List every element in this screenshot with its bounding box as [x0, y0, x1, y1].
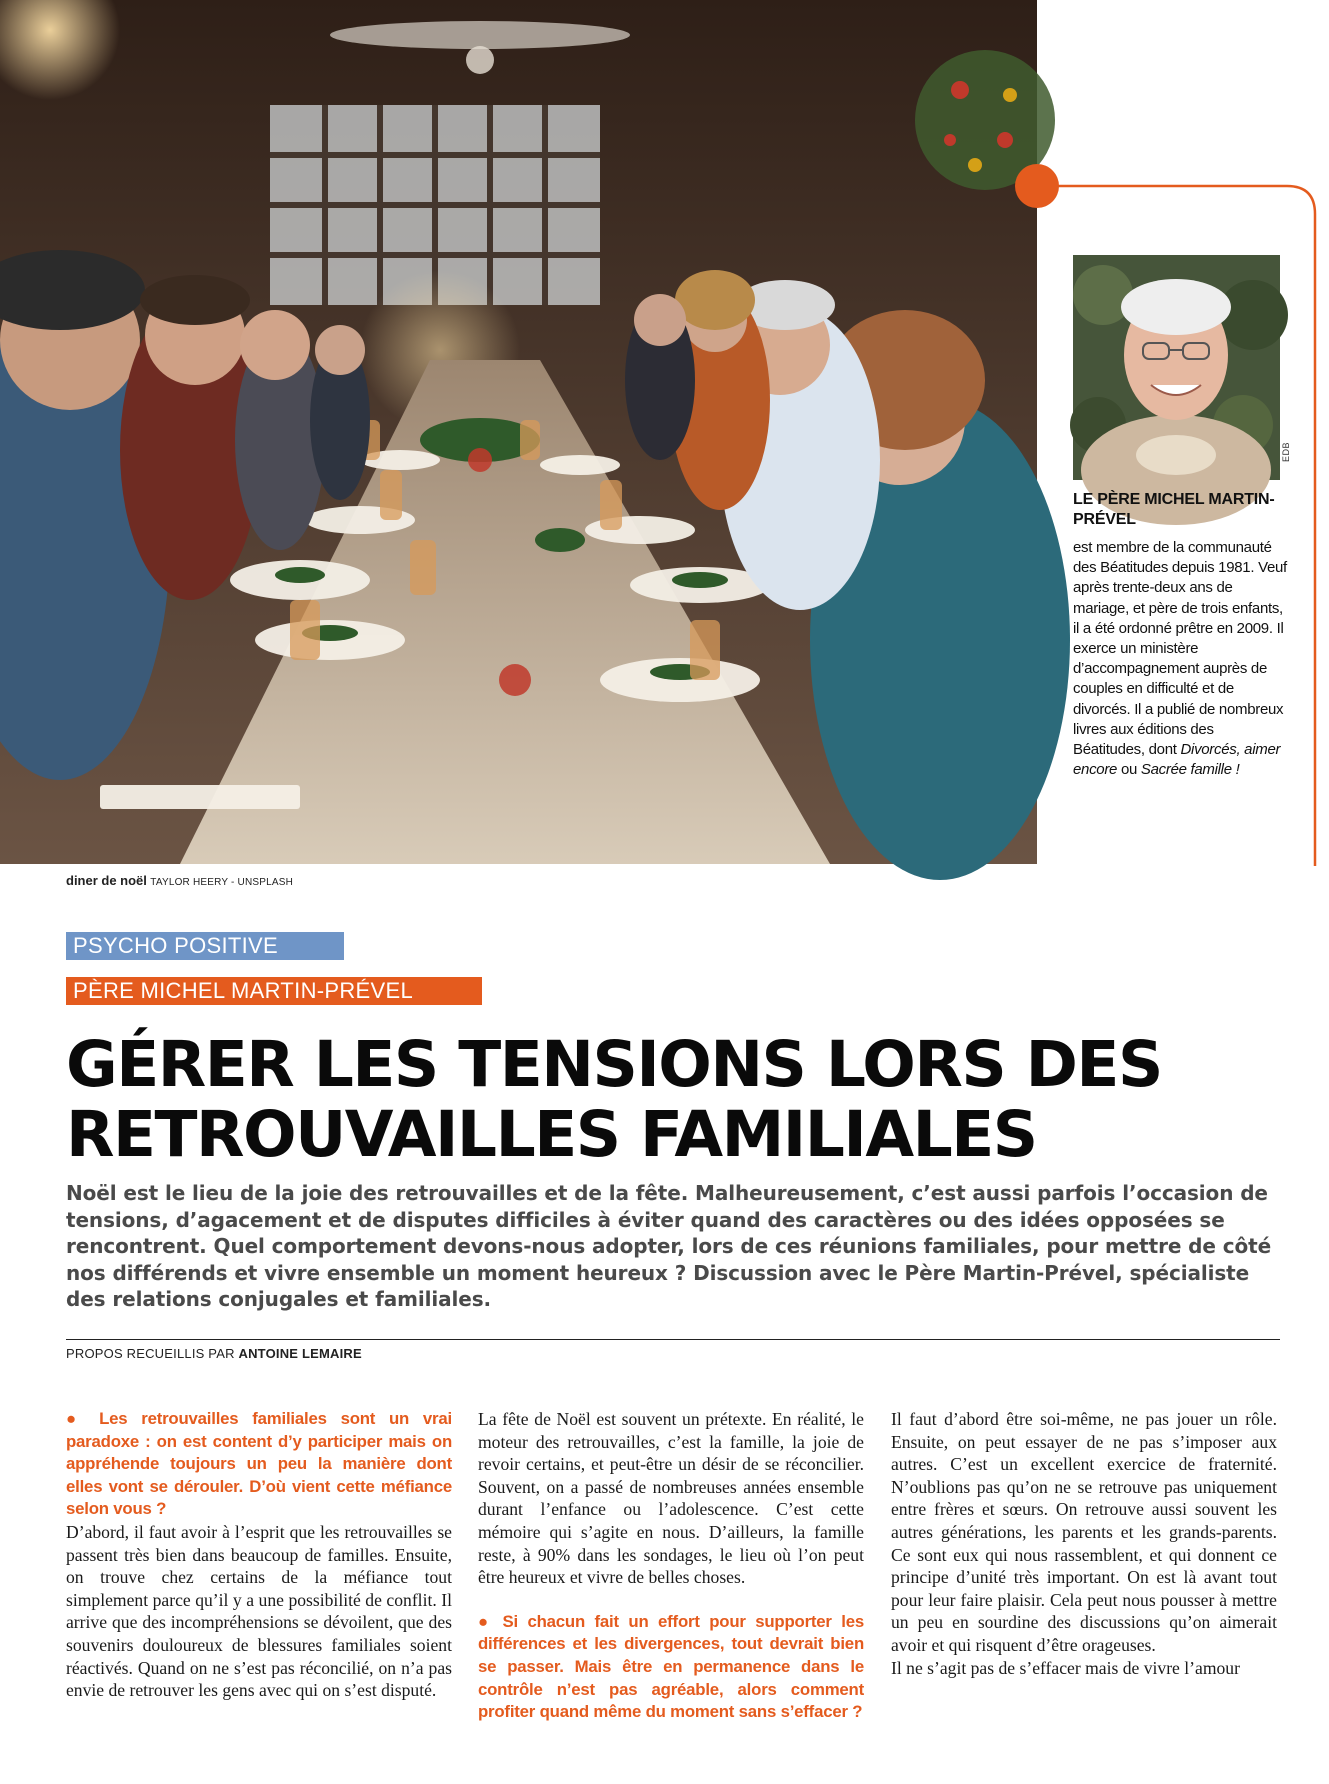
- bio-name: LE PÈRE MICHEL MARTIN-PRÉVEL: [1073, 491, 1275, 528]
- orange-dot-icon: [1015, 164, 1059, 208]
- divider: [66, 1339, 1280, 1340]
- answer-2: Il faut d’abord être soi-même, ne pas jouer un rôle. Ensuite, on peut essayer de ne pas s’imposer aux autres. C’est un excellent exercice de fraternité. N’oublions pas qu’on ne se retrouve pas uniquement entre frères et sœurs. On retrouve aussi souvent les autres générations, les parents et les grands-parents. Ce sont eux qui nous rassemblent, et qui donnent ce principe d’unité très important. On est là avant tout pour leur faire plaisir. Cela peut nous pousser à mettre un peu en sourdine des discussions qu’on aimerait avoir et qui risquent d’être orageuses.: [891, 1409, 1277, 1655]
- portrait-illustration: [1073, 255, 1280, 480]
- column-2: [478, 1408, 864, 1722]
- bio-connector: ou: [1120, 761, 1138, 779]
- byline-name: ANTOINE LEMAIRE: [238, 1346, 362, 1361]
- byline-prefix: PROPOS RECUEILLIS PAR: [66, 1346, 235, 1361]
- question-2: ● Si chacun fait un effort pour supporter les différences et les divergences, tout devrait bien se passer. Mais être en permanence dans le contrôle n’est pas agréable, alors comment profiter quand même du moment sans s’effacer ?: [478, 1611, 864, 1722]
- answer-2-continued: Il ne s’agit pas de s’effacer mais de vivre l’amour: [891, 1657, 1240, 1678]
- portrait-credit: EDB: [1281, 441, 1291, 462]
- answer-1-continued: La fête de Noël est souvent un prétexte. En réalité, le moteur des retrouvailles, c’est la famille, la joie de revoir certains, et peut-être un désir de se réconcilier. Souvent, on a passé de nombreuses années ensemble durant l’enfance ou l’adolescence. C’est cette mémoire qui s’agite en nous. D’ailleurs, la famille reste, à 90% dans les sondages, le lieu où l’on peut être heureux et vivre de belles choses.: [478, 1409, 864, 1588]
- bio-description: est membre de la communauté des Béatitudes depuis 1981. Veuf après trente-deux ans de mariage, et père de trois enfants, il a été ordonné prêtre en 2009. Il exerce un ministère d’accompagnement auprès de couples en difficulté et de divorcés. Il a publié de nombreux livres aux éditions des Béatitudes, dont: [1073, 539, 1287, 759]
- answer-1: D’abord, il faut avoir à l’esprit que les retrouvailles se passent très bien dans beaucoup de familles. Ensuite, on trouve chez certains de la méfiance tout simplement parce qu’il y a une possibilité de conflit. Il arrive que des incompréhensions se dévoilent, que des souvenirs douloureux de blessures familiales soient réactivés. Quand on ne s’est pas réconcilié, on n’a pas envie de retrouver les gens avec qui on s’est disputé.: [66, 1521, 452, 1701]
- caption-title: diner de noël: [66, 873, 147, 888]
- question-1: ● Les retrouvailles familiales sont un vrai paradoxe : on est content d’y participer mais on appréhende toujours un peu la manière dont elles vont se dérouler. D’où vient cette méfiance selon vous ?: [66, 1409, 452, 1519]
- article-headline: GÉRER LES TENSIONS LORS DES RETROUVAILLES FAMILIALES: [66, 1028, 1162, 1171]
- author-tag: PÈRE MICHEL MARTIN-PRÉVEL: [66, 977, 482, 1005]
- column-3: [891, 1408, 1277, 1679]
- column-1: [66, 1408, 452, 1702]
- byline: [66, 1346, 362, 1361]
- author-portrait: [1073, 255, 1280, 480]
- caption-credit: TAYLOR HEERY - UNSPLASH: [150, 877, 294, 888]
- bio-text: [1073, 538, 1289, 780]
- photo-caption: [66, 873, 293, 888]
- article-lead: Noël est le lieu de la joie des retrouvailles et de la fête. Malheureusement, c’est aussi parfois l’occasion de tensions, d’agacement et de disputes difficiles à éviter quand des caractères ou des idées opposées se rencontrent. Quel comportement devons-nous adopter, lors de ces réunions familiales, pour mettre de côté nos différends et vivre ensemble un moment heureux ? Discussion avec le Père Martin-Prével, spécialiste des relations conjugales et familiales.: [66, 1181, 1272, 1311]
- christmas-dinner-illustration: [0, 0, 1037, 864]
- book-title-1: Divorcés, aimer encore: [1073, 741, 1281, 779]
- hero-photo: [0, 0, 1037, 864]
- rubric-tag: PSYCHO POSITIVE: [66, 932, 344, 960]
- book-title-2: Sacrée famille !: [1140, 761, 1240, 779]
